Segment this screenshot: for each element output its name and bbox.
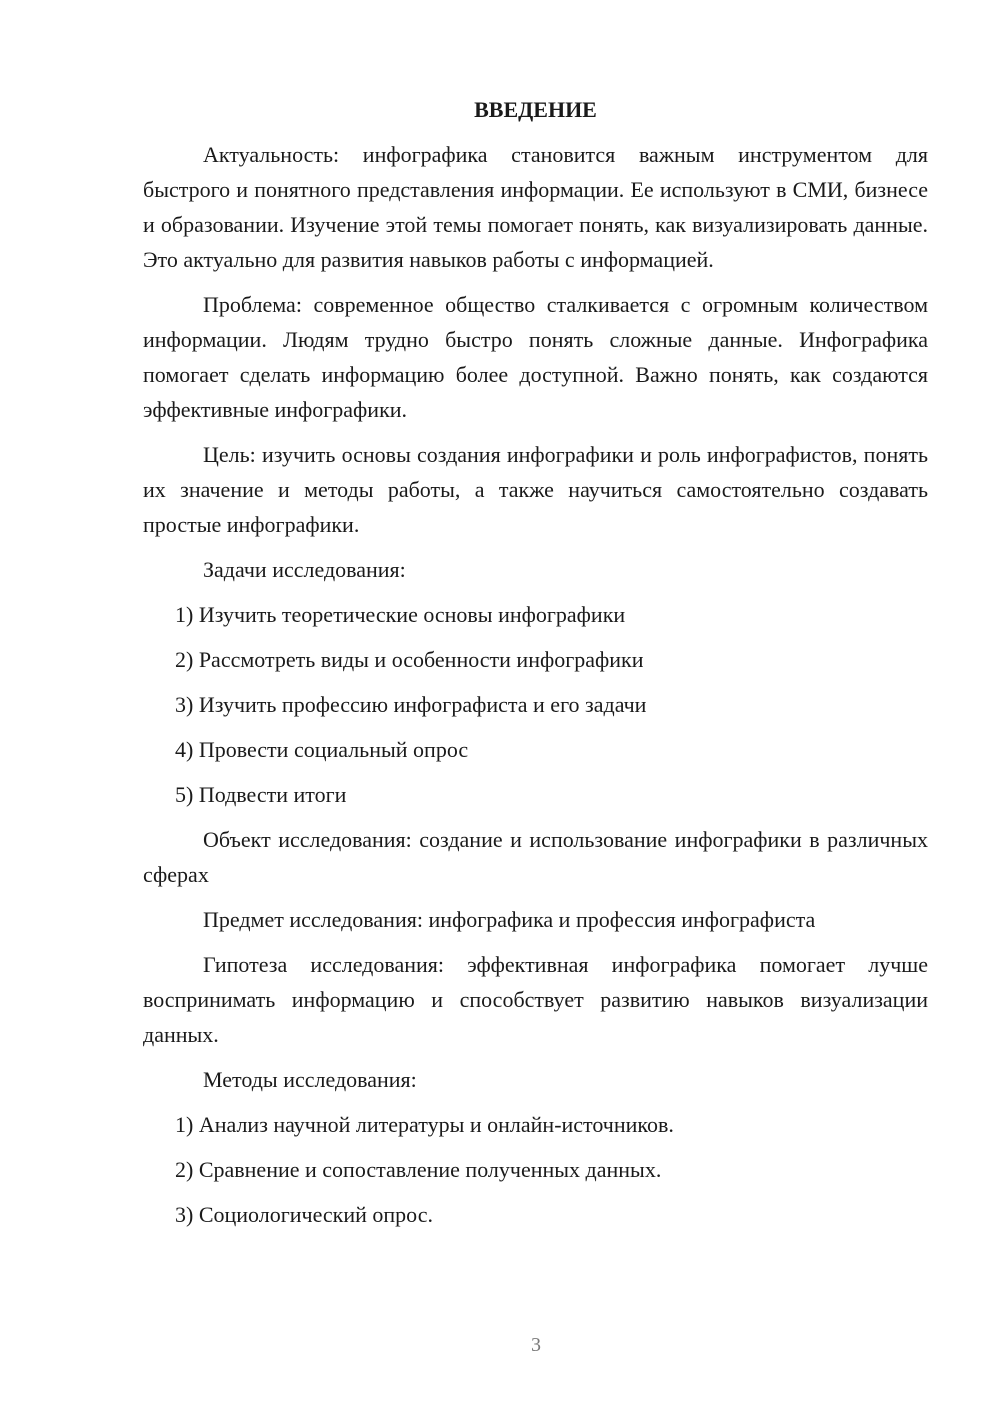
section-heading: ВВЕДЕНИЕ	[474, 97, 597, 122]
method-item: 3) Социологический опрос.	[175, 1202, 433, 1227]
relevance-paragraph: Актуальность: инфографика становится важным инструментом для быстрого и понятного представления информации. Ее используют в СМИ, бизнесе и образовании. Изучение этой темы помогает понять, как визуализировать данные. Это актуально для развития навыков работы с информацией.	[143, 142, 928, 272]
task-item: 1) Изучить теоретические основы инфографики	[175, 602, 626, 627]
task-item: 5) Подвести итоги	[175, 782, 347, 807]
method-item: 1) Анализ научной литературы и онлайн-источников.	[175, 1112, 674, 1137]
hypothesis-paragraph: Гипотеза исследования: эффективная инфографика помогает лучше воспринимать информацию и способствует развитию навыков визуализации данных.	[143, 952, 928, 1047]
object-paragraph: Объект исследования: создание и использование инфографики в различных сферах	[143, 827, 928, 887]
task-item: 4) Провести социальный опрос	[175, 737, 469, 762]
problem-paragraph: Проблема: современное общество сталкивается с огромным количеством информации. Людям трудно быстро понять сложные данные. Инфографика помогает сделать информацию более доступной. Важно понять, как создаются эффективные инфографики.	[143, 292, 928, 422]
page-number: 3	[531, 1334, 541, 1356]
task-item: 2) Рассмотреть виды и особенности инфографики	[175, 647, 644, 672]
document-page	[143, 95, 928, 1242]
tasks-label: Задачи исследования:	[203, 557, 406, 582]
method-item: 2) Сравнение и сопоставление полученных данных.	[175, 1157, 662, 1182]
task-item: 3) Изучить профессию инфографиста и его задачи	[175, 692, 647, 717]
methods-label: Методы исследования:	[203, 1067, 417, 1092]
goal-paragraph: Цель: изучить основы создания инфографики и роль инфографистов, понять их значение и методы работы, а также научиться самостоятельно создавать простые инфографики.	[143, 442, 928, 537]
subject-paragraph: Предмет исследования: инфографика и профессия инфографиста	[203, 907, 816, 932]
